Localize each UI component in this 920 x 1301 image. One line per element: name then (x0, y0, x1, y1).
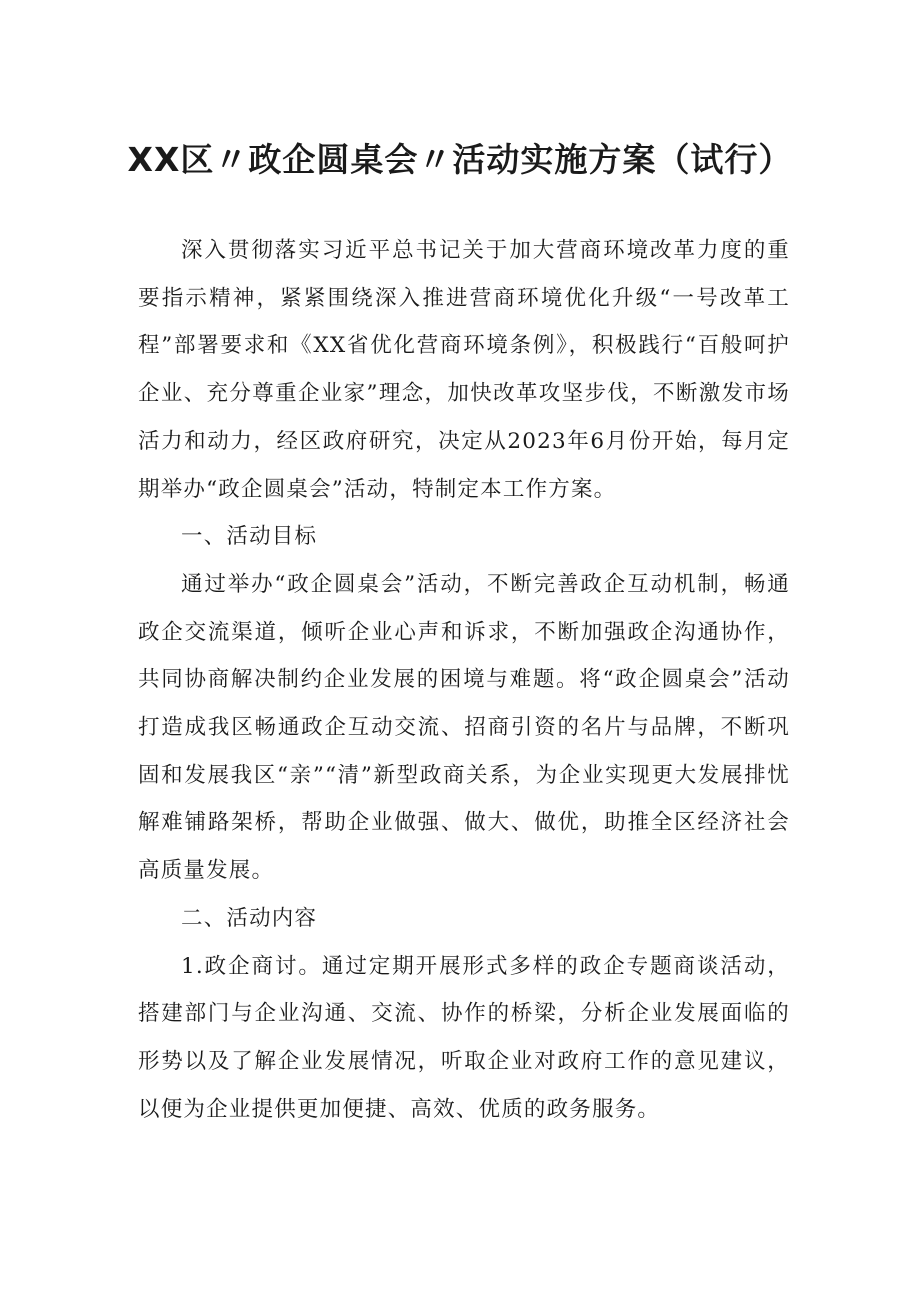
paragraph-content-item-1: 1.政企商讨。通过定期开展形式多样的政企专题商谈活动，搭建部门与企业沟通、交流、协作的桥梁，分析企业发展面临的形势以及了解企业发展情况，听取企业对政府工作的意见建议，以便为企业提供更加便捷、高效、优质的政务服务。 (138, 953, 790, 1122)
document-title: XX区〃政企圆桌会〃活动实施方案（试行） (127, 140, 793, 179)
section-heading-objectives: 一、活动目标 (181, 524, 318, 550)
section-heading-content: 二、活动内容 (181, 905, 318, 931)
paragraph-intro: 深入贯彻落实习近平总书记关于加大营商环境改革力度的重要指示精神，紧紧围绕深入推进营商环境优化升级“一号改革工程”部署要求和《XX省优化营商环境条例》，积极践行“百般呵护企业、充分尊重企业家”理念，加快改革攻坚步伐，不断激发市场活力和动力，经区政府研究，决定从2023年6月份开始，每月定期举办“政企圆桌会”活动，特制定本工作方案。 (138, 238, 790, 502)
paragraph-objectives: 通过举办“政企圆桌会”活动，不断完善政企互动机制，畅通政企交流渠道，倾听企业心声和诉求，不断加强政企沟通协作，共同协商解决制约企业发展的困境与难题。将“政企圆桌会”活动打造成我区畅通政企互动交流、招商引资的名片与品牌，不断巩固和发展我区“亲”“清”新型政商关系，为企业实现更大发展排忧解难铺路架桥，帮助企业做强、做大、做优，助推全区经济社会高质量发展。 (138, 571, 790, 884)
document-body (138, 227, 790, 1133)
